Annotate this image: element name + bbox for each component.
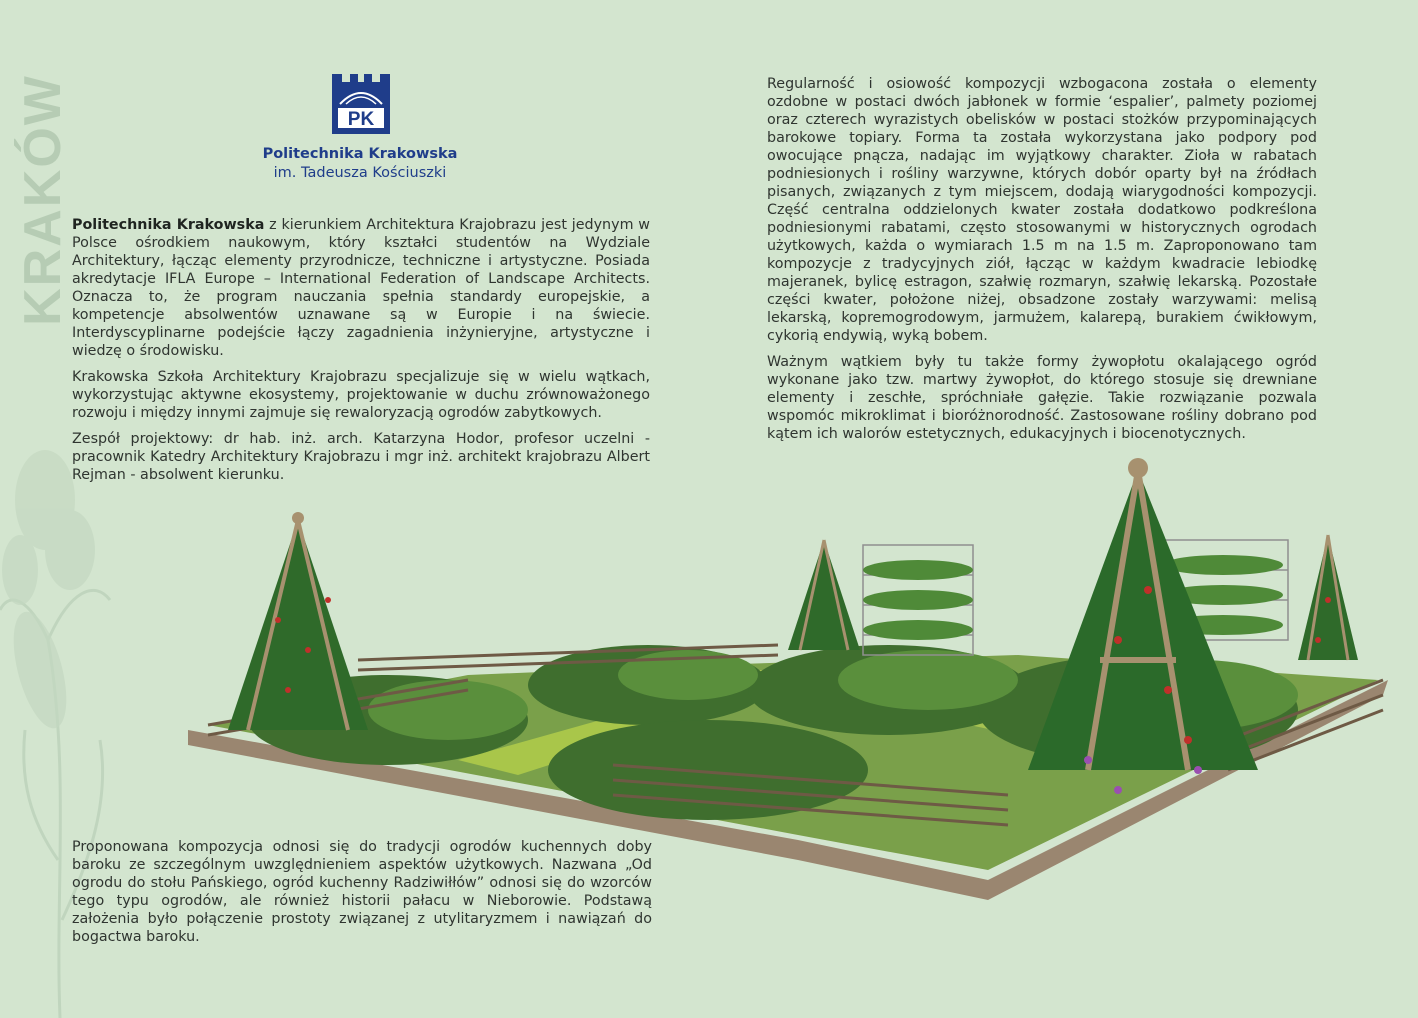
side-title [14, 60, 72, 340]
right-column-text [767, 75, 1317, 451]
university-subtitle: im. Tadeusza Kościuszki [273, 165, 447, 181]
left-paragraph-1-bold: Politechnika Krakowska [72, 217, 265, 233]
left-paragraph-3: Zespół projektowy: dr hab. inż. arch. Katarzyna Hodor, profesor uczelni - pracownik Katedry Architektury Krajobrazu i mgr inż. architekt krajobrazu Albert Rejman - absolwent kierunku. [72, 431, 650, 483]
right-paragraph-2: Ważnym wątkiem były tu także formy żywopłotu okalającego ogród wykonane jako tzw. martwy żywopłot, do którego stosuje się drewniane elementy i zeschłe, spróchniałe gałęzie. Takie rozwiązanie pozwala wspomóc mikroklimat i bioróżnorodność. Zastosowane rośliny dobrano pod kątem ich walorów estetycznych, edukacyjnych i biocenotycznych. [767, 354, 1317, 442]
left-paragraph-1-body: z kierunkiem Architektura Krajobrazu jest jedynym w Polsce ośrodkiem naukowym, który kształci studentów na Wydziale Architektury, łącząc elementy przyrodnicze, techniczne i artystyczne. Posiada akredytacje IFLA Europe – International Federation of Landscape Architects. Oznacza to, że program nauczania spełnia standardy europejskie, a kompetencje absolwentów uznawane są w Europie i na świecie. Interdyscyplinarne podejście łączy zagadnienia inżynieryjne, artystyczne i wiedzę o środowisku. [72, 217, 650, 359]
left-paragraph-2: Krakowska Szkoła Architektury Krajobrazu specjalizuje się w wielu wątkach, wykorzystując aktywne ekosystemy, projektowanie w duchu zrównoważonego rozwoju i między innymi zajmuje się rewaloryzacją ogrodów zabytkowych. [72, 369, 650, 421]
logo-letters: PK [347, 109, 375, 130]
university-name [240, 145, 480, 183]
side-title-text: KRAKÓW [14, 74, 72, 326]
left-paragraph-1 [72, 216, 650, 360]
kitchen-garden-illustration-icon [188, 440, 1398, 920]
university-title: Politechnika Krakowska [262, 146, 458, 162]
bottom-paragraph-1: Proponowana kompozycja odnosi się do tradycji ogrodów kuchennych doby baroku ze szczególnym uwzględnieniem aspektów użytkowych. Nazwana „Od ogrodu do stołu Pańskiego, ogród kuchenny Radziwiłłów” odnosi się do wzorców tego typu ogrodów, ale również historii pałacu w Nieborowie. Podstawą założenia było połączenie prostoty związanej z utylitaryzmem i nawiązań do bogactwa baroku. [72, 839, 652, 945]
right-paragraph-1: Regularność i osiowość kompozycji wzbogacona została o elementy ozdobne w postaci dwóch jabłonek w formie ‘espalier’, palmety poziomej oraz czterech wyrazistych obelisków w postaci stożków przypominających barokowe topiary. Forma ta została wykorzystana jako podpory pod owocujące pnącza, nadając im wyjątkowy charakter. Zioła w rabatach podniesionych i rośliny warzywne, których dobór oparty był na źródłach pisanych, związanych z tym miejscem, dodają wiarygodności kompozycji. Część centralna oddzielonych kwater została dodatkowo podkreślona podniesionymi rabatami, często stosowanymi w historycznych ogrodach użytkowych, każda o wymiarach 1.5 m na 1.5 m. Zaproponowano tam kompozycje z tradycyjnych ziół, łącząc w każdym kwadracie lebiodkę majeranek, bylicę estragon, szałwię rozmaryn, szałwię lekarską. Pozostałe części kwater, położone niżej, obsadzone zostały warzywami: melisą lekarską, kopremogrodowym, jarmużem, kalarepą, burakiem ćwikłowym, cykorią endywią, wyką bobem. [767, 76, 1317, 344]
pk-castle-logo-icon [330, 74, 392, 134]
